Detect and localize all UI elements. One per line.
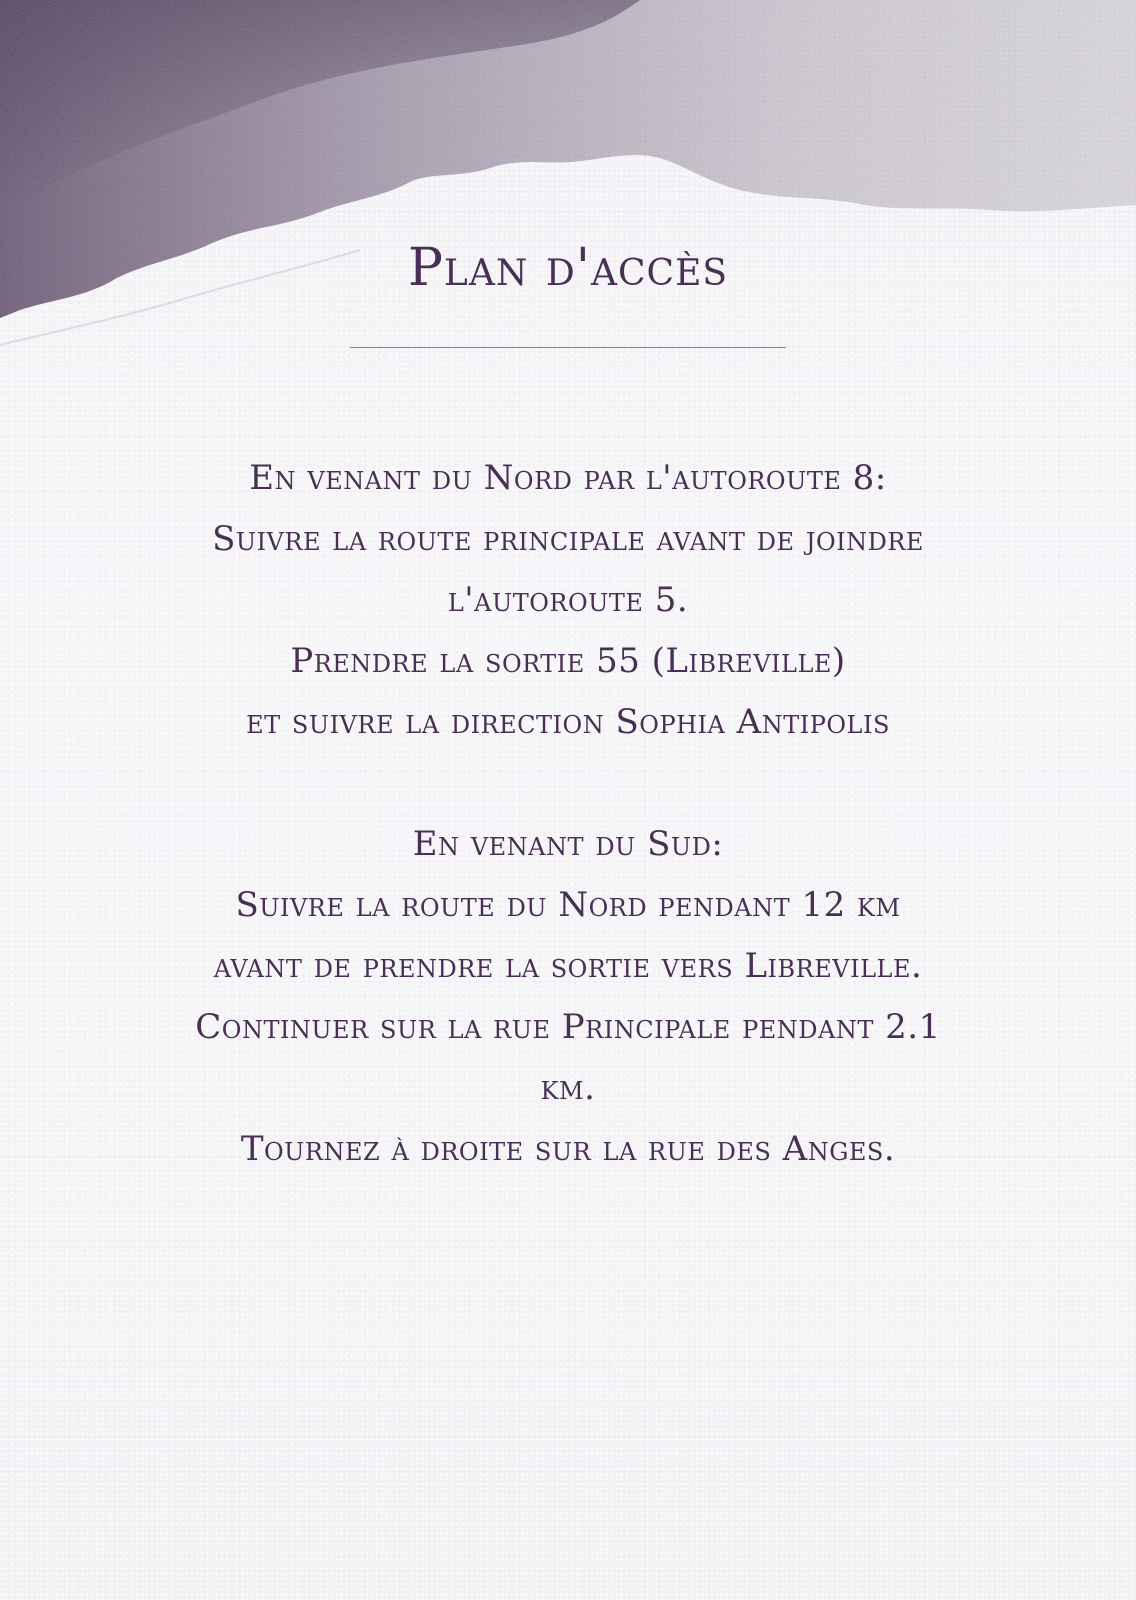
directions-line: Tournez à droite sur la rue des Anges. <box>240 1129 896 1169</box>
directions-line: Suivre la route principale avant de joindre <box>212 519 924 559</box>
directions-line: Prendre la sortie 55 (Libreville) <box>290 641 846 681</box>
directions-line: l'autoroute 5. <box>447 580 689 620</box>
directions-line: Continuer sur la rue Principale pendant 2.1 <box>195 1007 941 1047</box>
directions-north-section <box>80 448 1056 753</box>
directions-south-section <box>80 814 1056 1180</box>
directions-content <box>80 448 1056 1180</box>
title-divider <box>350 347 786 348</box>
page-title: Plan d'accès <box>407 238 729 298</box>
directions-line: Suivre la route du Nord pendant 12 km <box>235 885 901 925</box>
directions-line: En venant du Nord par l'autoroute 8: <box>249 458 887 498</box>
directions-line: En venant du Sud: <box>412 824 724 864</box>
directions-line: avant de prendre la sortie vers Libreville. <box>213 946 923 986</box>
directions-line: km. <box>540 1068 596 1108</box>
watercolor-wash-decoration <box>0 0 1136 420</box>
directions-line: et suivre la direction Sophia Antipolis <box>246 702 890 742</box>
